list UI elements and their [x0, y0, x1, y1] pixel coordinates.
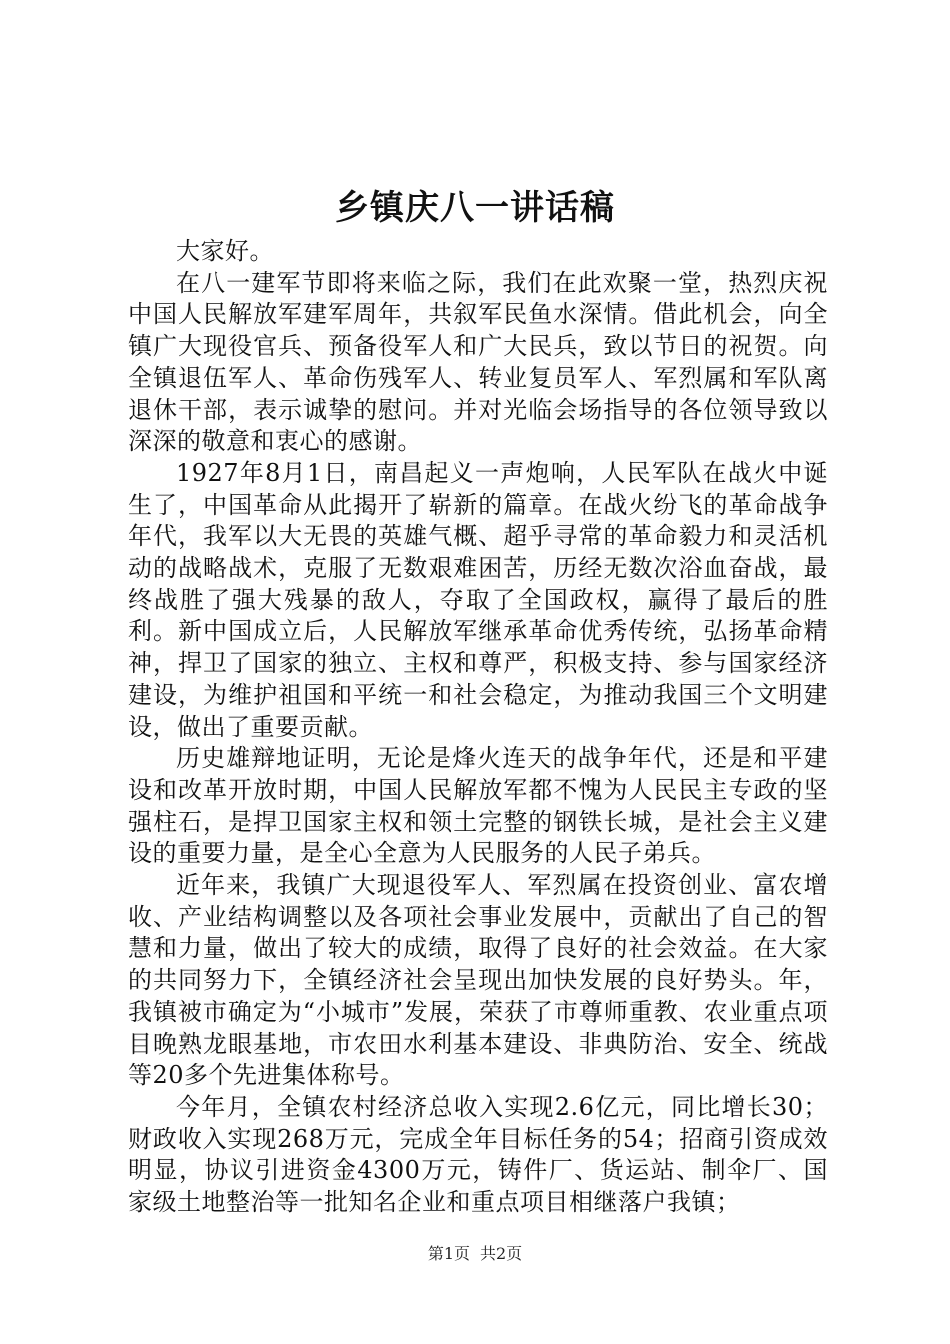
page-total: 共2页 [480, 1244, 523, 1263]
paragraph-proof: 历史雄辩地证明，无论是烽火连天的战争年代，还是和平建设和改革开放时期，中国人民解放军都不愧为人民民主专政的坚强柱石，是捍卫国家主权和领土完整的钢铁长城，是社会主义建设的重要力量，是全心全意为人民服务的人民子弟兵。 [128, 744, 828, 868]
paragraph-greeting: 大家好。 [176, 237, 274, 265]
document-body [128, 236, 828, 1219]
paragraph-history: 1927年8月1日，南昌起义一声炮响，人民军队在战火中诞生了，中国革命从此揭开了崭新的篇章。在战火纷飞的革命战争年代，我军以大无畏的英雄气概、超乎寻常的革命毅力和灵活机动的战略战术，克服了无数艰难困苦，历经无数次浴血奋战，最终战胜了强大残暴的敌人，夺取了全国政权，赢得了最后的胜利。新中国成立后，人民解放军继承革命优秀传统，弘扬革命精神，捍卫了国家的独立、主权和尊严，积极支持、参与国家经济建设，为维护祖国和平统一和社会稳定，为推动我国三个文明建设，做出了重要贡献。 [128, 458, 828, 741]
paragraph-economy: 今年月，全镇农村经济总收入实现2.6亿元，同比增长30；财政收入实现268万元，完成全年目标任务的54；招商引资成效明显，协议引进资金4300万元，铸件厂、货运站、制伞厂、国家级土地整治等一批知名企业和重点项目相继落户我镇； [128, 1092, 828, 1217]
paragraph-intro: 在八一建军节即将来临之际，我们在此欢聚一堂，热烈庆祝中国人民解放军建军周年，共叙军民鱼水深情。借此机会，向全镇广大现役官兵、预备役军人和广大民兵，致以节日的祝贺。向全镇退伍军人、革命伤残军人、转业复员军人、军烈属和军队离退休干部，表示诚挚的慰问。并对光临会场指导的各位领导致以深深的敬意和衷心的感谢。 [128, 268, 828, 456]
page-footer [0, 1242, 950, 1266]
page-number: 第1页 [427, 1244, 470, 1263]
paragraph-recent: 近年来，我镇广大现退役军人、军烈属在投资创业、富农增收、产业结构调整以及各项社会事业发展中，贡献出了自己的智慧和力量，做出了较大的成绩，取得了良好的社会效益。在大家的共同努力下，全镇经济社会呈现出加快发展的良好势头。年，我镇被市确定为“小城市”发展，荣获了市尊师重教、农业重点项目晚熟龙眼基地，市农田水利基本建设、非典防治、安全、统战等20多个先进集体称号。 [128, 871, 828, 1090]
document-title: 乡镇庆八一讲话稿 [335, 188, 615, 228]
